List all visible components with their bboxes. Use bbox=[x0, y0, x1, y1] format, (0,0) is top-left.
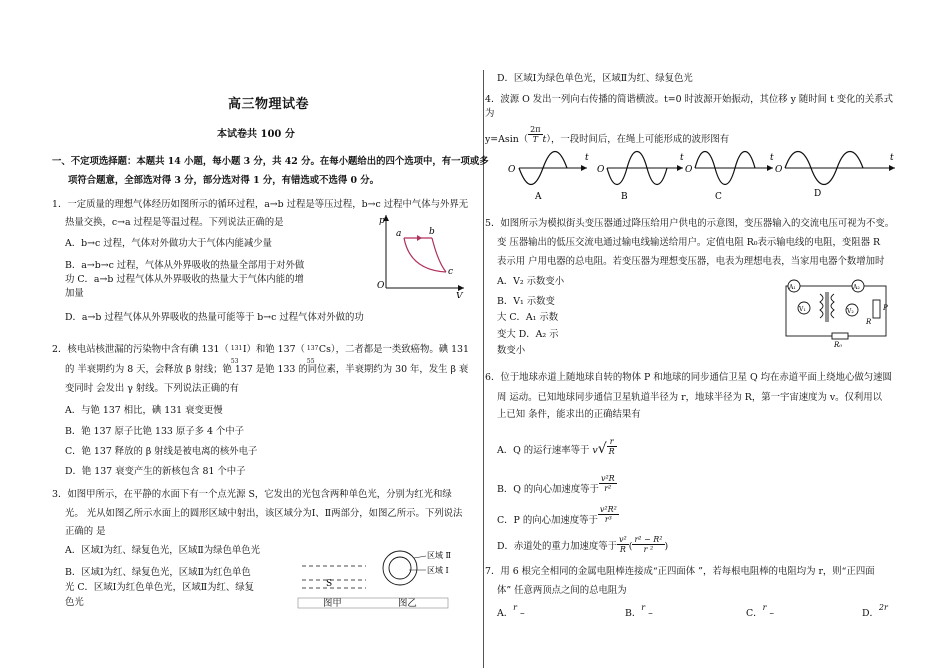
q3-stem-2: 光。 光从如图乙所示水面上的圆形区域中射出，该区域分为Ⅰ、Ⅱ两部分，如图乙所示。下列说法 bbox=[65, 508, 463, 519]
q1-option-d: D．a→b 过程气体从外界吸收的热量可能等于 b→c 过程气体对外做的功 bbox=[65, 312, 364, 323]
wave-option-a bbox=[508, 152, 589, 203]
q3-figures bbox=[296, 546, 456, 610]
wave-label-c: C bbox=[715, 192, 722, 202]
q3-fig-jia-caption: 图甲 bbox=[323, 598, 342, 609]
q1-point-a: a bbox=[396, 229, 402, 239]
q3-stem-3: 正确的 是 bbox=[65, 526, 106, 537]
q2-option-b: B．铯 137 原子比铯 133 原子多 4 个中子 bbox=[65, 426, 245, 437]
svg-text:O: O bbox=[775, 165, 783, 175]
q6-stem-2: 周 运动。已知地球同步通信卫星轨道半径为 r，地球半径为 R，第一宇宙速度为 v。仅利用以 bbox=[497, 392, 883, 403]
q1-option-b-1: B．a→b→c 过程，气体从外界吸收的热量全部用于对外做 bbox=[65, 260, 305, 271]
q5-ammeter-a1-label: A₁ bbox=[789, 284, 796, 291]
q2-option-c: C．铯 137 释放的 β 射线是被电离的核外电子 bbox=[65, 446, 258, 457]
section-instructions-line2: 项符合题意，全部选对得 3 分，部分选对得 1 分，有错选或不选得 0 分。 bbox=[68, 175, 380, 186]
wave-label-d: D bbox=[814, 189, 822, 199]
q7-option-b: B．r – bbox=[625, 603, 653, 619]
q6-option-d: D．赤道处的重力加速度等于 $\frac{\text{v²}}{R}$ ( $\frac{\text{r² − R²}}{\text{r ²}}$ ) bbox=[497, 535, 669, 554]
svg-text:t: t bbox=[770, 153, 774, 163]
q5-ammeter-a2-label: A₂ bbox=[853, 284, 860, 291]
q4-wave-options bbox=[505, 142, 900, 202]
q5-option-b: B．V₁ 示数变 bbox=[497, 296, 555, 307]
q4-stem-2: 为 bbox=[485, 108, 495, 119]
q7-stem-1: 7．用 6 根完全相同的金属电阻棒连接成“正四面体 ”，若每根电阻棒的电阻均为 r，则“正四面 bbox=[485, 566, 875, 577]
q7-option-d: D．2r bbox=[862, 603, 888, 619]
q5-voltmeter-v2-label: V₂ bbox=[847, 308, 854, 315]
q1-origin-label: O bbox=[377, 281, 385, 291]
svg-text:O: O bbox=[685, 165, 693, 175]
q7-option-a: A．r – bbox=[497, 603, 525, 619]
q3-stem-1: 3．如图甲所示，在平静的水面下有一个点光源 S，它发出的光包含两种单色光，分别为红光和绿 bbox=[52, 489, 452, 500]
q6-option-c: C．P 的向心加速度等于 $\frac{\text{v²R²}}{\text{r³}}$ bbox=[497, 505, 617, 526]
q1-option-b-2: 功 C．a→b 过程气体从外界吸收的热量大于气体内能的增 bbox=[65, 274, 304, 285]
q1-stem-1: 1．一定质量的理想气体经历如图所示的循环过程，a→b 过程是等压过程，b→c 过程中气体与外界无 bbox=[52, 199, 469, 210]
svg-text:t: t bbox=[585, 153, 589, 163]
q5-stem-3: 表示用 户用电器的总电阻。若变压器为理想变压器，电表为理想电表，当家用电器个数增加时 bbox=[497, 256, 885, 267]
q6-stem-1: 6．位于地球赤道上随地球自转的物体 P 和地球的同步通信卫星 Q 均在赤道平面上绕地心做匀速圆 bbox=[485, 372, 892, 383]
q5-option-c-1: 大 C．A₁ 示数 bbox=[497, 312, 559, 323]
q3-fig-yi-caption: 图乙 bbox=[398, 598, 417, 609]
svg-text:t: t bbox=[680, 153, 684, 163]
q3-source-label: S bbox=[326, 579, 333, 589]
q2-option-a: A．与铯 137 相比，碘 131 衰变更慢 bbox=[65, 405, 223, 416]
q6-option-b: B．Q 的向心加速度等于 $\frac{\text{v²R}}{\text{r²}}$ bbox=[497, 474, 615, 495]
q3-option-b: B．区域Ⅰ为红、绿复色光，区域Ⅱ为红色单色 bbox=[65, 567, 251, 578]
q5-option-a: A．V₂ 示数变小 bbox=[497, 276, 565, 287]
q5-resistor-r-label: R bbox=[866, 318, 872, 326]
q2-stem-1: 2．核电站核泄漏的污染物中含有碘 131（ 131 53 I）和铯 137（ 137 55 Cs），二者都是一类致癌物。碘 131 bbox=[52, 344, 469, 365]
q1-option-b-3: 加量 bbox=[65, 288, 84, 299]
q1-point-b: b bbox=[429, 227, 435, 237]
score-note: 本试卷共 100 分 bbox=[217, 129, 295, 140]
page-title: 高三物理试卷 bbox=[228, 97, 310, 112]
q6-option-a: A．Q 的运行速率等于 v√ $\frac{r}{R}$ bbox=[497, 437, 615, 457]
q3-option-a: A．区域Ⅰ为红、绿复色光，区域Ⅱ为绿色单色光 bbox=[65, 545, 260, 556]
wave-option-b bbox=[597, 152, 684, 203]
q2-stem-2: 的 半衰期约为 8 天，会释放 β 射线；铯 137 是铯 133 的同位素，半衰期约为 30 年，发生 β 衰 bbox=[65, 364, 469, 375]
q1-axis-v-label: V bbox=[456, 292, 463, 298]
q1-stem-2: 热量交换，c→a 过程是等温过程。下列说法正确的是 bbox=[65, 217, 284, 228]
svg-text:O: O bbox=[508, 165, 516, 175]
q5-slider-p-label: P bbox=[883, 304, 888, 312]
q3-region1-label: 区域 Ⅰ bbox=[427, 566, 449, 575]
svg-text:t: t bbox=[890, 153, 894, 163]
q6-stem-3: 上已知 条件，能求出的正确结果有 bbox=[497, 409, 641, 420]
q7-stem-2: 体” 任意两顶点之间的总电阻为 bbox=[497, 585, 627, 596]
q5-resistor-r0-label: R₀ bbox=[834, 341, 843, 348]
q5-circuit bbox=[780, 278, 895, 348]
q4-stem-1: 4．波源 O 发出一列向右传播的简谐横波。t=0 时波源开始振动，其位移 y 随时间 t 变化的关系式 bbox=[485, 94, 894, 105]
q1-axis-p-label: p bbox=[379, 216, 385, 226]
q1-point-c: c bbox=[448, 267, 454, 277]
q5-stem-1: 5．如图所示为模拟街头变压器通过降压给用户供电的示意图，变压器输入的交流电压可视为不变。 bbox=[485, 218, 895, 229]
q4-formula: y=Asin（ $\frac{2\pi}{T}$ t），一段时间后，在绳上可能形成的波形图有 bbox=[485, 125, 730, 145]
wave-label-b: B bbox=[621, 192, 628, 202]
q2-stem-3: 变同时 会发出 γ 射线。下列说法正确的有 bbox=[65, 383, 239, 394]
q5-stem-2: 变 压器输出的低压交流电通过输电线输送给用户。定值电阻 R₀表示输电线的电阻，变阻器 R bbox=[497, 237, 881, 248]
q3-region2-label: 区域 Ⅱ bbox=[427, 551, 451, 560]
q3-option-c-1: 光 C．区域Ⅰ为红色单色光，区域Ⅱ为红、绿复 bbox=[65, 582, 254, 593]
wave-label-a: A bbox=[535, 192, 542, 202]
q1-pv-diagram bbox=[376, 212, 468, 298]
q3-option-d: D．区域Ⅰ为绿色单色光，区域Ⅱ为红、绿复色光 bbox=[497, 73, 693, 84]
svg-text:O: O bbox=[597, 165, 605, 175]
q5-option-c-2: 变大 D．A₂ 示 bbox=[497, 329, 559, 340]
section-instructions-line1: 一、不定项选择题：本题共 14 小题，每小题 3 分，共 42 分。在每小题给出的四个选项中，有一项或多 bbox=[52, 156, 489, 167]
q5-option-c-3: 数变小 bbox=[497, 345, 526, 356]
q5-voltmeter-v1-label: V₁ bbox=[799, 306, 806, 313]
wave-option-d bbox=[775, 152, 895, 200]
wave-option-c bbox=[685, 152, 774, 203]
q2-option-d: D．铯 137 衰变产生的新核包含 81 个中子 bbox=[65, 466, 246, 477]
q7-option-c: C．r – bbox=[746, 603, 775, 619]
q3-option-c-2: 色光 bbox=[65, 597, 84, 608]
q1-option-a: A．b→c 过程，气体对外做功大于气体内能减少量 bbox=[65, 238, 272, 249]
